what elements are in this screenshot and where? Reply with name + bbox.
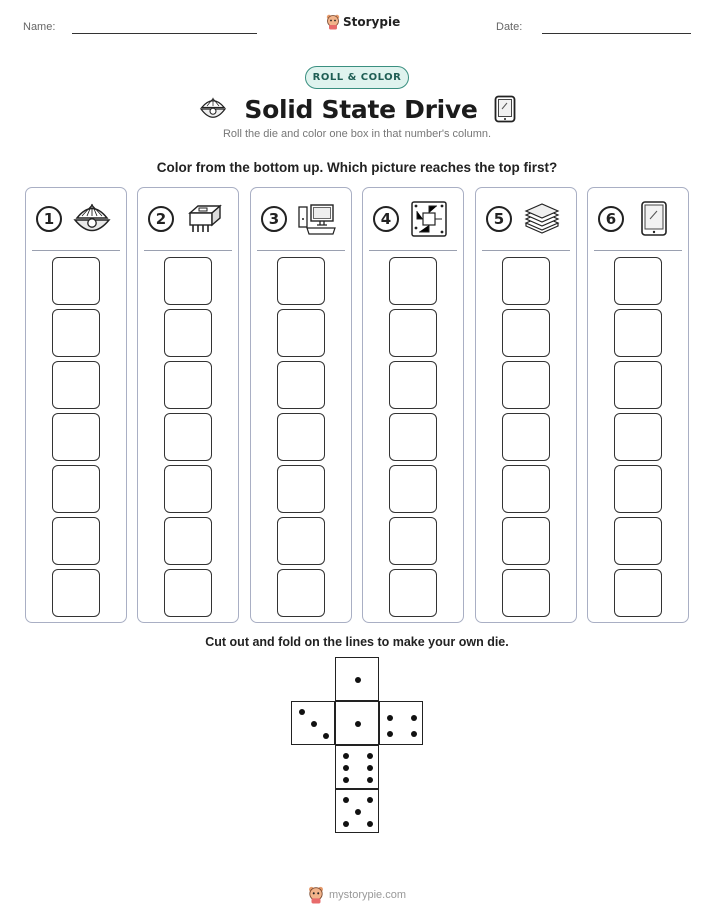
color-box[interactable] [389, 517, 437, 565]
die-pip [367, 821, 373, 827]
die-pip [323, 733, 329, 739]
color-box[interactable] [277, 361, 325, 409]
column-number: 6 [598, 206, 624, 232]
color-box[interactable] [614, 361, 662, 409]
title-row [0, 93, 714, 125]
color-box[interactable] [502, 465, 550, 513]
color-box[interactable] [164, 465, 212, 513]
color-box[interactable] [164, 517, 212, 565]
color-box[interactable] [614, 309, 662, 357]
color-box[interactable] [502, 517, 550, 565]
die-pip [387, 715, 393, 721]
name-label: Name: [23, 21, 56, 33]
color-box[interactable] [389, 309, 437, 357]
column-2 [137, 187, 239, 623]
die-pip [411, 731, 417, 737]
die-pip [367, 753, 373, 759]
die-pip [343, 765, 349, 771]
color-box[interactable] [52, 517, 100, 565]
die-face-3 [291, 701, 335, 745]
die-pip [387, 731, 393, 737]
die-face-4 [379, 701, 423, 745]
die-pip [343, 797, 349, 803]
color-box[interactable] [164, 569, 212, 617]
column-divider [257, 250, 345, 251]
color-box[interactable] [614, 257, 662, 305]
color-box[interactable] [164, 257, 212, 305]
die-pip [299, 709, 305, 715]
color-box[interactable] [52, 465, 100, 513]
pearl-shell-icon [198, 95, 228, 123]
page-title: Solid State Drive [244, 94, 478, 124]
color-box[interactable] [277, 465, 325, 513]
color-box[interactable] [52, 309, 100, 357]
color-box[interactable] [389, 361, 437, 409]
column-divider [144, 250, 232, 251]
column-divider [369, 250, 457, 251]
color-box[interactable] [389, 465, 437, 513]
computer-icon [297, 201, 337, 237]
column-number: 5 [486, 206, 512, 232]
circuit-board-icon [409, 201, 449, 237]
column-number: 3 [261, 206, 287, 232]
die-pip [367, 777, 373, 783]
die-pip [343, 753, 349, 759]
date-label: Date: [496, 21, 523, 33]
storypie-mascot-icon [326, 14, 340, 30]
activity-badge: ROLL & COLOR [305, 66, 409, 89]
die-pip [343, 821, 349, 827]
column-3 [250, 187, 352, 623]
color-box[interactable] [277, 257, 325, 305]
footer-url[interactable]: mystorypie.com [328, 889, 407, 901]
instruction: Color from the bottom up. Which picture reaches the top first? [156, 160, 558, 175]
pearl-shell-icon [72, 201, 112, 237]
color-box[interactable] [389, 413, 437, 461]
die-pip [355, 809, 361, 815]
die-pip [343, 777, 349, 783]
die-pip [367, 765, 373, 771]
color-box[interactable] [502, 309, 550, 357]
column-divider [482, 250, 570, 251]
color-box[interactable] [277, 309, 325, 357]
storypie-mascot-icon [308, 886, 324, 904]
tablet-icon [634, 201, 674, 237]
column-number: 4 [373, 206, 399, 232]
die-pip [355, 677, 361, 683]
stack-icon [522, 201, 562, 237]
footer [0, 886, 714, 904]
die-pip [367, 797, 373, 803]
die-face-6 [335, 745, 379, 789]
column-5 [475, 187, 577, 623]
column-6 [587, 187, 689, 623]
column-number: 1 [36, 206, 62, 232]
color-box[interactable] [52, 569, 100, 617]
color-box[interactable] [614, 413, 662, 461]
die-face-1-center [335, 701, 379, 745]
column-4 [362, 187, 464, 623]
color-box[interactable] [502, 413, 550, 461]
column-divider [594, 250, 682, 251]
brand-name: Storypie [343, 15, 401, 29]
tablet-icon [494, 95, 516, 123]
color-box[interactable] [614, 569, 662, 617]
subtitle: Roll the die and color one box in that number's column. [222, 128, 492, 140]
color-box[interactable] [502, 569, 550, 617]
die-pip [311, 721, 317, 727]
color-box[interactable] [614, 517, 662, 565]
color-box[interactable] [277, 517, 325, 565]
color-box[interactable] [277, 413, 325, 461]
name-line[interactable] [72, 33, 257, 34]
brand-logo [326, 14, 400, 30]
color-box[interactable] [52, 257, 100, 305]
color-box[interactable] [389, 569, 437, 617]
die-face-5 [335, 789, 379, 833]
color-box[interactable] [52, 413, 100, 461]
color-box[interactable] [389, 257, 437, 305]
color-box[interactable] [614, 465, 662, 513]
color-box[interactable] [164, 309, 212, 357]
die-pip [355, 721, 361, 727]
column-divider [32, 250, 120, 251]
die-pip [411, 715, 417, 721]
color-box[interactable] [164, 361, 212, 409]
color-box[interactable] [52, 361, 100, 409]
column-number: 2 [148, 206, 174, 232]
cut-instruction: Cut out and fold on the lines to make your own die. [205, 635, 509, 649]
column-1 [25, 187, 127, 623]
microchip-icon [184, 201, 224, 237]
date-line[interactable] [542, 33, 691, 34]
color-box[interactable] [164, 413, 212, 461]
die-face-1 [335, 657, 379, 701]
color-box[interactable] [502, 361, 550, 409]
color-box[interactable] [502, 257, 550, 305]
color-box[interactable] [277, 569, 325, 617]
